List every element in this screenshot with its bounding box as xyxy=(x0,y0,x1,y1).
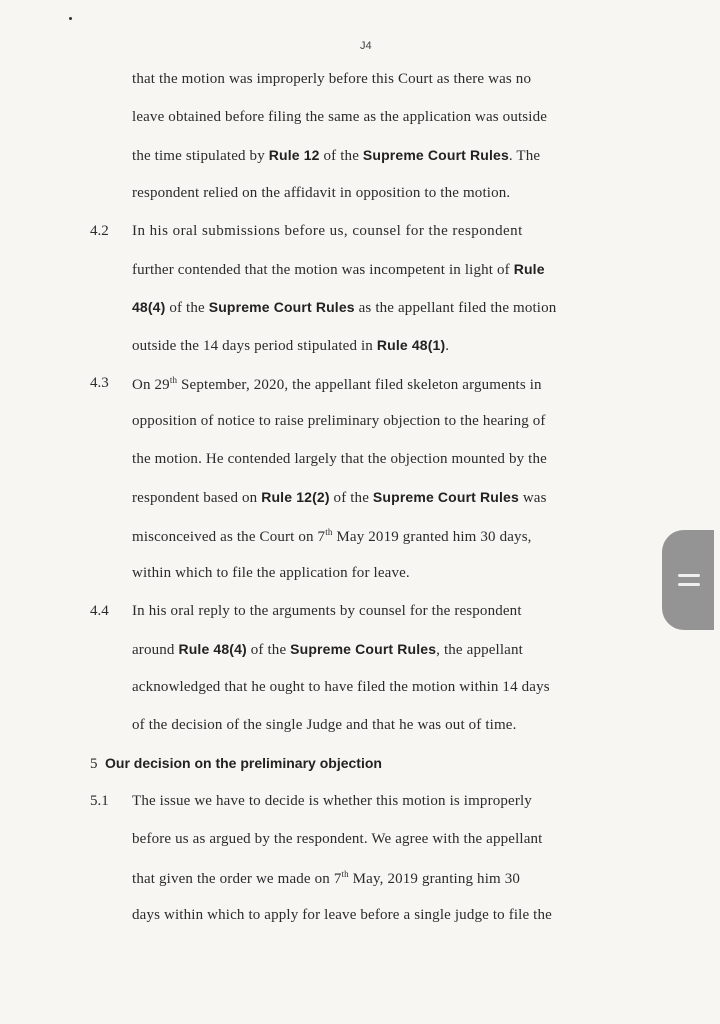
rules-ref: Supreme Court Rules xyxy=(362,147,509,163)
text-run: outside the 14 days period stipulated in xyxy=(132,338,377,354)
text-line xyxy=(132,337,449,355)
text-run: was xyxy=(518,490,547,506)
rules-ref: Supreme Court Rules xyxy=(208,299,355,315)
text-line xyxy=(132,261,545,279)
rule-ref: 48(4) xyxy=(132,299,166,315)
grip-line-icon xyxy=(678,583,700,586)
text-line: before us as argued by the respondent. We agree with the appellant xyxy=(132,831,543,847)
paragraph-number: 4.3 xyxy=(90,375,109,391)
text-run: misconceived as the Court on 7 xyxy=(132,529,326,545)
grip-line-icon xyxy=(678,574,700,577)
text-run: of the xyxy=(329,490,373,506)
rule-ref: Rule 12 xyxy=(268,147,320,163)
rule-ref: Rule 48(1) xyxy=(376,337,446,353)
scroll-handle[interactable] xyxy=(662,530,714,630)
paragraph-number: 4.4 xyxy=(90,603,109,619)
text-line xyxy=(132,869,520,888)
text-run: that given the order we made on 7 xyxy=(132,871,342,887)
text-line: The issue we have to decide is whether this motion is improperly xyxy=(132,793,532,809)
section-heading xyxy=(90,755,382,773)
text-run: . xyxy=(445,338,450,354)
ordinal-suffix: th xyxy=(325,527,333,537)
text-line: In his oral submissions before us, counsel for the respondent xyxy=(132,223,523,239)
text-run: . The xyxy=(508,148,541,164)
text-run: of the xyxy=(246,642,291,658)
scan-speck xyxy=(69,17,72,20)
text-run: of the xyxy=(165,300,209,316)
text-line: acknowledged that he ought to have filed the motion within 14 days xyxy=(132,679,550,695)
text-line xyxy=(132,375,542,394)
text-run: of the xyxy=(319,148,363,164)
text-run: September, 2020, the appellant filed skeleton arguments in xyxy=(177,377,542,393)
text-run: On 29 xyxy=(132,377,170,393)
text-line xyxy=(132,489,547,507)
paragraph-number: 5.1 xyxy=(90,793,109,809)
text-run: May 2019 granted him 30 days, xyxy=(332,529,532,545)
text-line xyxy=(132,527,532,546)
paragraph-number: 4.2 xyxy=(90,223,109,239)
ordinal-suffix: th xyxy=(169,375,178,385)
rule-ref: Rule xyxy=(513,261,545,277)
text-run: further contended that the motion was incompetent in light of xyxy=(132,262,514,278)
text-line: opposition of notice to raise preliminary objection to the hearing of xyxy=(132,413,546,429)
rules-ref: Supreme Court Rules xyxy=(290,641,437,657)
section-number: 5 xyxy=(90,756,98,772)
text-run: the time stipulated by xyxy=(132,148,269,164)
text-line xyxy=(132,641,523,659)
text-run: May, 2019 granting him 30 xyxy=(348,871,521,887)
text-run: , the appellant xyxy=(436,642,523,658)
rules-ref: Supreme Court Rules xyxy=(372,489,519,505)
page-number: J4 xyxy=(360,40,372,52)
text-line xyxy=(132,147,540,165)
text-line: respondent relied on the affidavit in opposition to the motion. xyxy=(132,185,511,201)
text-line: days within which to apply for leave before a single judge to file the xyxy=(132,907,552,923)
text-line: of the decision of the single Judge and that he was out of time. xyxy=(132,717,517,733)
text-run: as the appellant filed the motion xyxy=(354,300,557,316)
text-run: respondent based on xyxy=(132,490,262,506)
text-line xyxy=(132,299,556,317)
text-line: leave obtained before filing the same as the application was outside xyxy=(132,109,548,125)
section-title: Our decision on the preliminary objection xyxy=(105,755,382,771)
text-line: In his oral reply to the arguments by counsel for the respondent xyxy=(132,603,522,619)
rule-ref: Rule 12(2) xyxy=(261,489,330,505)
text-line: within which to file the application for leave. xyxy=(132,565,410,581)
text-line: that the motion was improperly before this Court as there was no xyxy=(132,71,532,87)
rule-ref: Rule 48(4) xyxy=(178,641,247,657)
ordinal-suffix: th xyxy=(341,869,349,879)
text-line: the motion. He contended largely that the objection mounted by the xyxy=(132,451,547,467)
text-run: around xyxy=(132,642,179,658)
